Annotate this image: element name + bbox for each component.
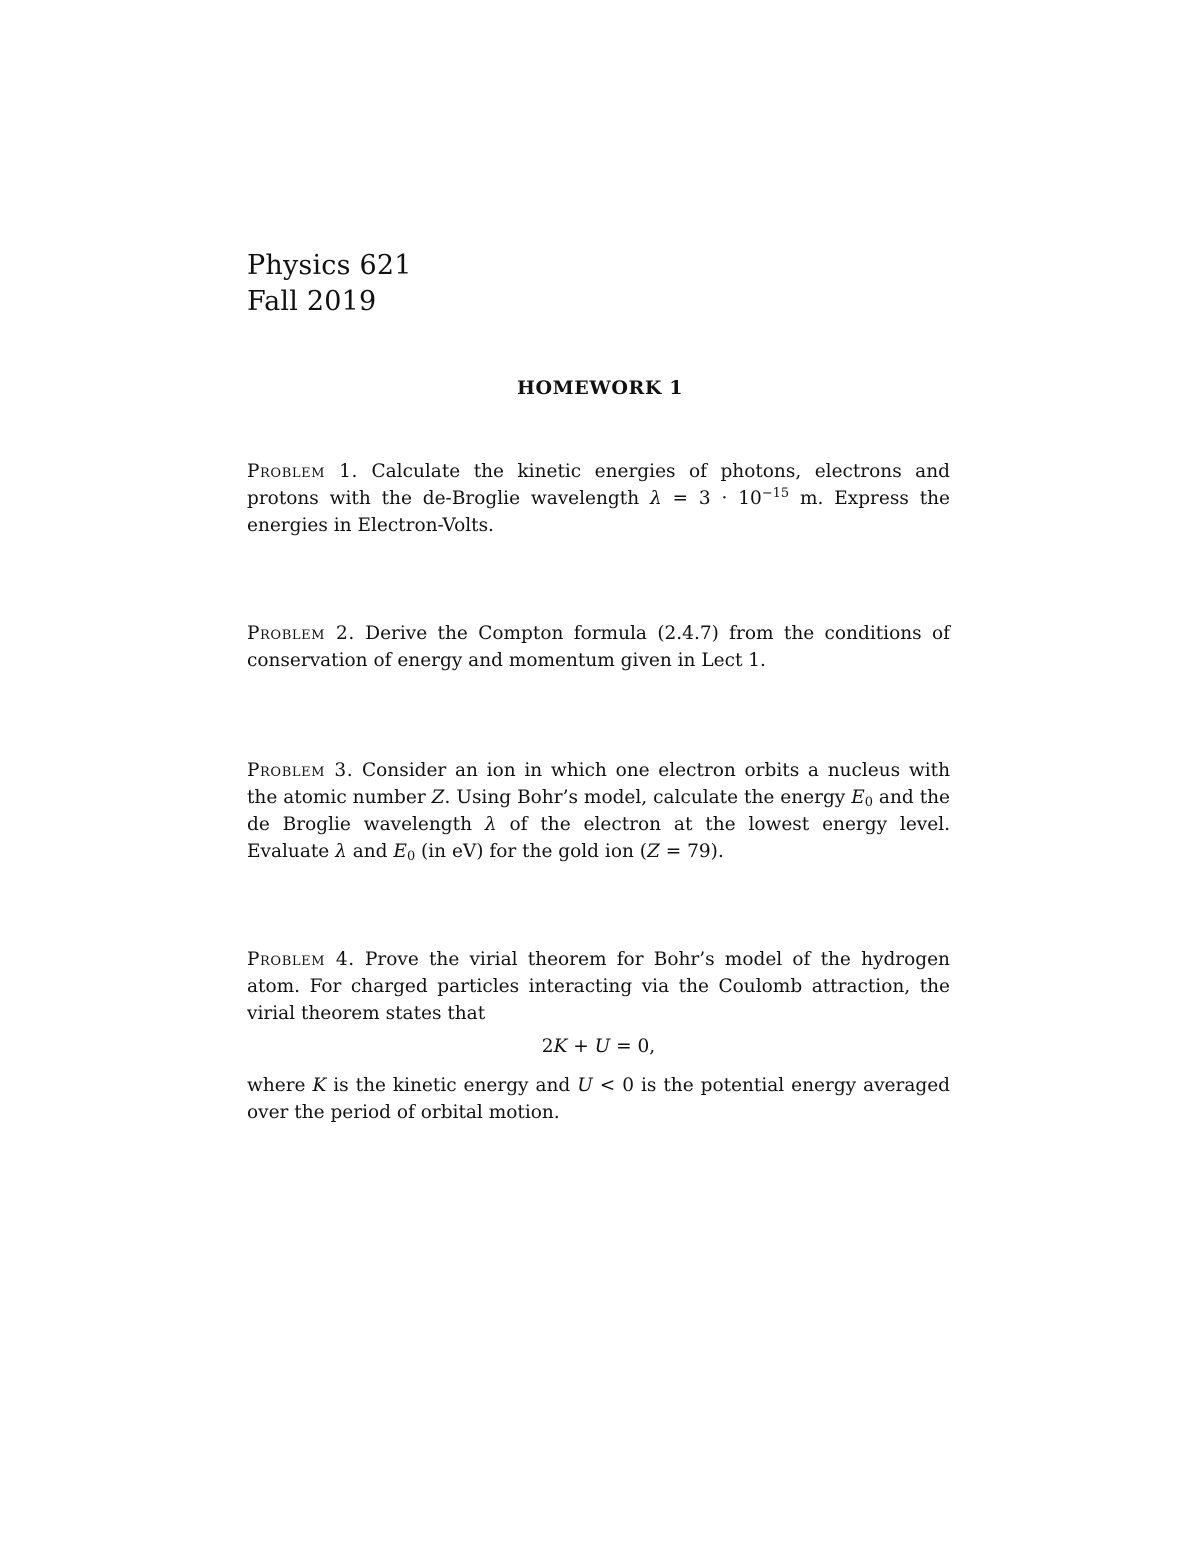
problem-2-text: Derive the Compton formula (2.4.7) from the conditions of conservation of energy and momentum given in Lect 1. (247, 623, 950, 671)
z-symbol: Z (431, 787, 445, 808)
virial-equation (247, 1033, 950, 1060)
problem-1-text-a: Calculate the kinetic energies of photons, electrons and protons with the de-Broglie wavelength (247, 461, 950, 509)
u-symbol: U (577, 1075, 593, 1096)
eq-equals-zero: = 0, (610, 1036, 656, 1057)
eq-u: U (594, 1036, 611, 1057)
problem-4-text-c: is the kinetic energy and (326, 1075, 578, 1096)
energy-symbol: E (851, 787, 865, 808)
energy-symbol: E (393, 841, 407, 862)
energy-subscript: 0 (864, 795, 873, 811)
problem-4-label: Problem 4. (247, 949, 355, 970)
exponent: −15 (761, 485, 790, 501)
problem-3-text-d: of the electron at the lowest energy level. Evaluate (247, 814, 950, 862)
problem-3-text-f: (in eV) for the gold ion ( (415, 841, 647, 862)
problem-1 (247, 458, 950, 539)
eq-k: K (553, 1036, 568, 1057)
problem-2 (247, 620, 950, 674)
lambda-symbol: λ (335, 841, 347, 862)
eq-coefficient: 2 (541, 1036, 554, 1057)
problem-2-label: Problem 2. (247, 623, 355, 644)
problem-1-text-c: m. Express the energies in Electron-Volts. (247, 488, 950, 536)
course-term: Fall 2019 (247, 286, 377, 317)
problem-4-text-a: Prove the virial theorem for Bohr’s model of the hydrogen atom. For charged particles interacting via the Coulomb attraction, the virial theorem states that (247, 949, 950, 1024)
problem-3-text-e: and (346, 841, 394, 862)
eq-plus: + (567, 1036, 595, 1057)
problem-3-text-g: = 79). (659, 841, 724, 862)
course-header (247, 248, 412, 320)
problem-4 (247, 946, 950, 1126)
k-symbol: K (312, 1075, 327, 1096)
course-name: Physics 621 (247, 250, 412, 281)
problem-4-text-d: < 0 is the potential energy averaged over the period of orbital motion. (247, 1075, 951, 1123)
homework-title (0, 377, 1200, 399)
energy-subscript: 0 (406, 849, 416, 865)
problem-1-text-b: = 3 · 10 (661, 488, 762, 509)
problem-3-text-b: . Using Bohr’s model, calculate the energy (444, 787, 852, 808)
lambda-symbol: λ (649, 488, 662, 509)
z-symbol: Z (646, 841, 660, 862)
problem-4-text-b: where (247, 1075, 313, 1096)
problem-3-text-c: and the de Broglie wavelength (247, 787, 950, 835)
problem-1-label: Problem 1. (247, 461, 359, 482)
problem-3 (247, 757, 950, 865)
problem-3-text-a: Consider an ion in which one electron orbits a nucleus with the atomic number (247, 760, 950, 808)
problem-3-label: Problem 3. (247, 760, 354, 781)
homework-title-text: HOMEWORK 1 (516, 377, 684, 399)
lambda-symbol: λ (484, 814, 497, 835)
